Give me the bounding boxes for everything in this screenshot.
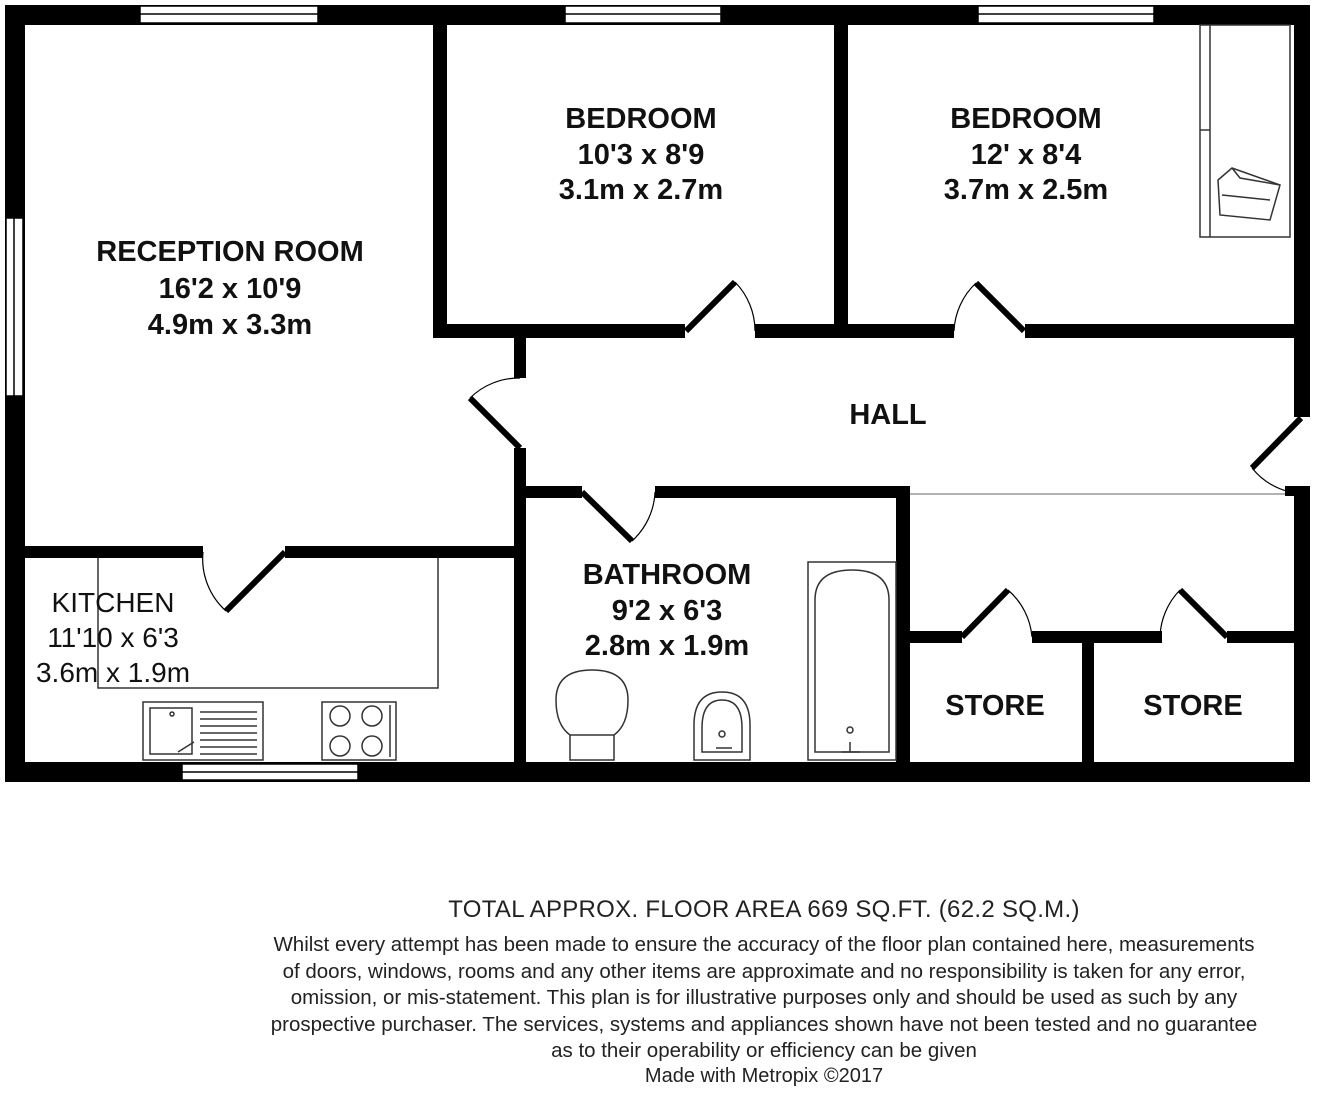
wash-basin <box>694 692 750 760</box>
store2-name: STORE <box>1143 690 1243 722</box>
disclaimer-line: Whilst every attempt has been made to ensure the accuracy of the floor plan contained here, measurements <box>273 933 1255 956</box>
hall-name: HALL <box>849 399 927 431</box>
door-kitchen <box>226 552 285 611</box>
door-reception <box>470 398 520 448</box>
reception-dim-metric: 4.9m x 3.3m <box>147 309 313 341</box>
door-store2 <box>1180 590 1227 637</box>
disclaimer-line: omission, or mis-statement. This plan is for illustrative purposes only and should be used as such by any <box>290 986 1238 1009</box>
room-labels <box>36 103 1243 722</box>
bedroom2-dim-metric: 3.7m x 2.5m <box>943 174 1109 206</box>
reception-name: RECEPTION ROOM <box>96 236 364 268</box>
store1-name: STORE <box>945 690 1045 722</box>
door-bathroom <box>582 492 632 541</box>
bedroom2-dim-imperial: 12' x 8'4 <box>970 139 1082 171</box>
reception-dim-imperial: 16'2 x 10'9 <box>158 273 302 305</box>
bedroom1-dim-imperial: 10'3 x 8'9 <box>577 139 705 171</box>
kitchen-sink <box>143 702 263 760</box>
kitchen-dim-imperial: 11'10 x 6'3 <box>47 622 179 653</box>
disclaimer-line: as to their operability or efficiency can be given <box>551 1039 977 1062</box>
bathroom-name: BATHROOM <box>582 559 752 591</box>
disclaimer-line: prospective purchaser. The services, systems and appliances shown have not been tested and no guarantee <box>270 1012 1258 1036</box>
disclaimer-line: of doors, windows, rooms and any other items are approximate and no responsibility is taken for any error, <box>282 959 1246 983</box>
bedroom1-dim-metric: 3.1m x 2.7m <box>558 174 724 206</box>
bathroom-dim-metric: 2.8m x 1.9m <box>584 630 750 662</box>
bathroom-dim-imperial: 9'2 x 6'3 <box>611 595 723 627</box>
disclaimer-text <box>100 932 1328 1065</box>
kitchen-dim-metric: 3.6m x 1.9m <box>35 657 191 688</box>
kitchen-name: KITCHEN <box>51 587 175 618</box>
door-store1 <box>962 590 1008 637</box>
credit-text: Made with Metropix ©2017 <box>644 1065 884 1087</box>
bedroom1-name: BEDROOM <box>565 103 717 135</box>
bathtub <box>808 562 896 760</box>
total-floor-area: TOTAL APPROX. FLOOR AREA 669 SQ.FT. (62.2 SQ.M.) <box>448 896 1080 923</box>
kitchen-hob <box>322 702 396 760</box>
toilet <box>556 670 628 760</box>
door-entrance <box>1252 418 1301 468</box>
door-bedroom1 <box>686 282 735 331</box>
bedroom2-name: BEDROOM <box>950 103 1102 135</box>
door-bedroom2 <box>976 283 1024 331</box>
wardrobe <box>1200 25 1290 237</box>
